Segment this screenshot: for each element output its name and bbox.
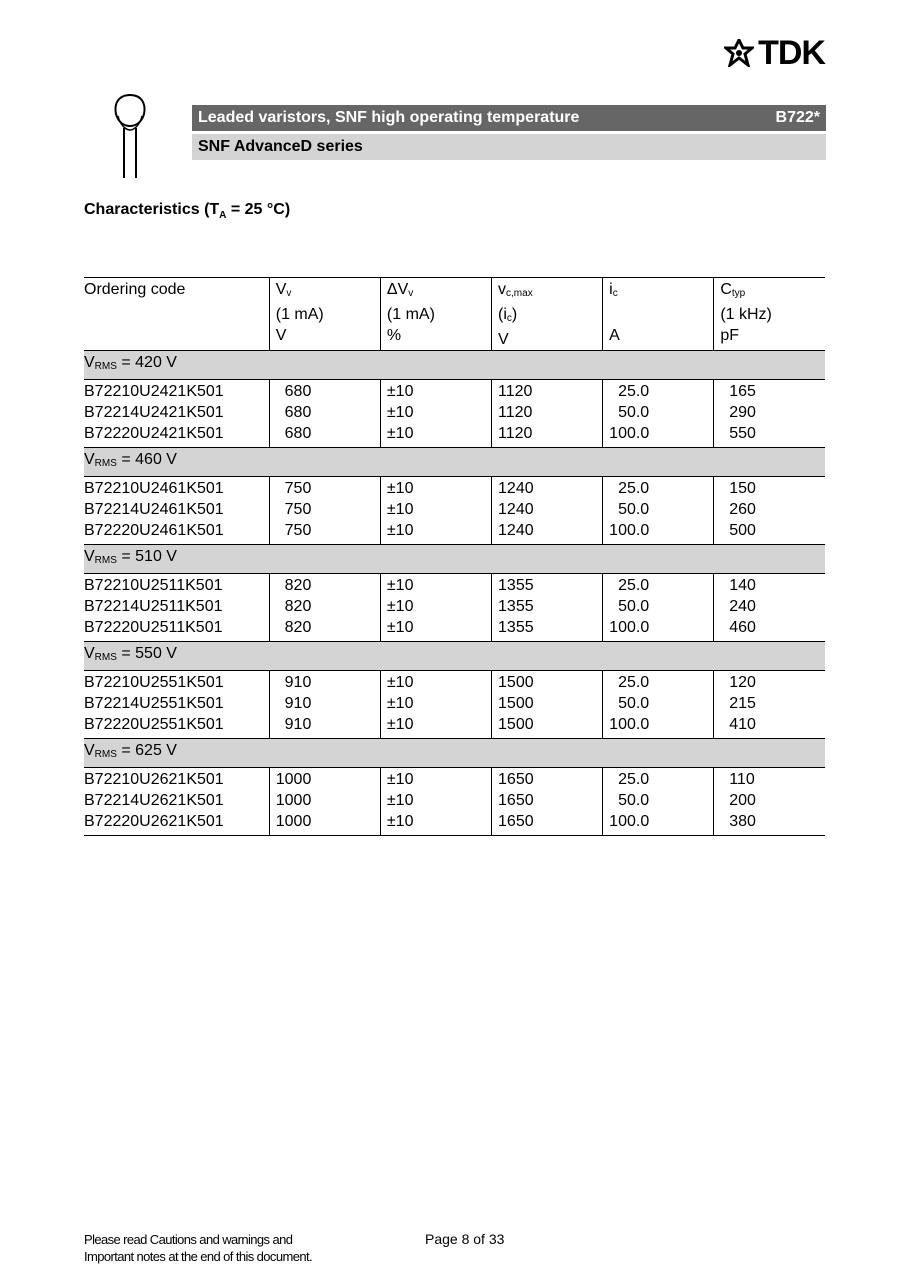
group-510v — [84, 545, 825, 642]
group-row — [84, 448, 825, 477]
header-capacitance: $C_{typ}$ (1 kHz) pF — [714, 278, 825, 351]
table-row: B72220U2621K501 1000 ±10 1650 100.0 380 — [84, 811, 825, 836]
header-varistor-voltage: $V_v$ (1 mA) V — [269, 278, 380, 351]
table-row: B72220U2461K501 750 ±10 1240 100.0 500 — [84, 520, 825, 545]
group-label: $V_{RMS} = 510$ V — [84, 545, 825, 574]
tdk-emblem-icon — [724, 39, 754, 67]
table-row: B72220U2551K501 910 ±10 1500 100.0 410 — [84, 714, 825, 739]
group-420v — [84, 351, 825, 448]
group-625v — [84, 739, 825, 836]
header-band — [192, 105, 826, 131]
header-voltage-tolerance: $\Delta V_v$ (1 mA) % — [380, 278, 491, 351]
group-row — [84, 642, 825, 671]
tdk-logo — [724, 36, 825, 70]
group-label: $V_{RMS} = 550$ V — [84, 642, 825, 671]
table-row: B72210U2461K501 750 ±10 1240 25.0 150 — [84, 477, 825, 500]
table-row: B72210U2421K501 680 ±10 1120 25.0 165 — [84, 380, 825, 403]
table-header-row — [84, 278, 825, 351]
footer-note: Please read Cautions and warnings and Important notes at the end of this document. — [84, 1232, 312, 1264]
document-title: Leaded varistors, SNF high operating temperature — [198, 109, 580, 126]
page-number: Page 8 of 33 — [425, 1231, 505, 1247]
group-550v — [84, 642, 825, 739]
table-row: B72214U2461K501 750 ±10 1240 50.0 260 — [84, 499, 825, 520]
table-row: B72220U2511K501 820 ±10 1355 100.0 460 — [84, 617, 825, 642]
series-band — [192, 134, 826, 160]
table-row: B72210U2511K501 820 ±10 1355 25.0 140 — [84, 574, 825, 597]
group-row — [84, 351, 825, 380]
group-label: $V_{RMS} = 420$ V — [84, 351, 825, 380]
table-row: B72214U2621K501 1000 ±10 1650 50.0 200 — [84, 790, 825, 811]
part-number: B722* — [775, 109, 820, 126]
group-460v — [84, 448, 825, 545]
table-row: B72210U2551K501 910 ±10 1500 25.0 120 — [84, 671, 825, 694]
table-row: B72214U2511K501 820 ±10 1355 50.0 240 — [84, 596, 825, 617]
table-row: B72214U2551K501 910 ±10 1500 50.0 215 — [84, 693, 825, 714]
header-ordering-code: Ordering code — [84, 278, 269, 351]
header-clamping-voltage: $v_{c,max}$ $(i_c)$ V — [492, 278, 603, 351]
logo-text: TDK — [758, 34, 825, 72]
table-row: B72220U2421K501 680 ±10 1120 100.0 550 — [84, 423, 825, 448]
table-row: B72214U2421K501 680 ±10 1120 50.0 290 — [84, 402, 825, 423]
group-row — [84, 545, 825, 574]
section-title: Characteristics ($T_A = 25$ °C) — [84, 201, 291, 222]
varistor-component-icon — [108, 92, 152, 182]
group-label: $V_{RMS} = 625$ V — [84, 739, 825, 768]
header-current: $i_c$ A — [603, 278, 714, 351]
group-row — [84, 739, 825, 768]
table-row: B72210U2621K501 1000 ±10 1650 25.0 110 — [84, 768, 825, 791]
series-title: SNF AdvanceD series — [198, 138, 363, 155]
group-label: $V_{RMS} = 460$ V — [84, 448, 825, 477]
characteristics-table — [84, 277, 825, 836]
